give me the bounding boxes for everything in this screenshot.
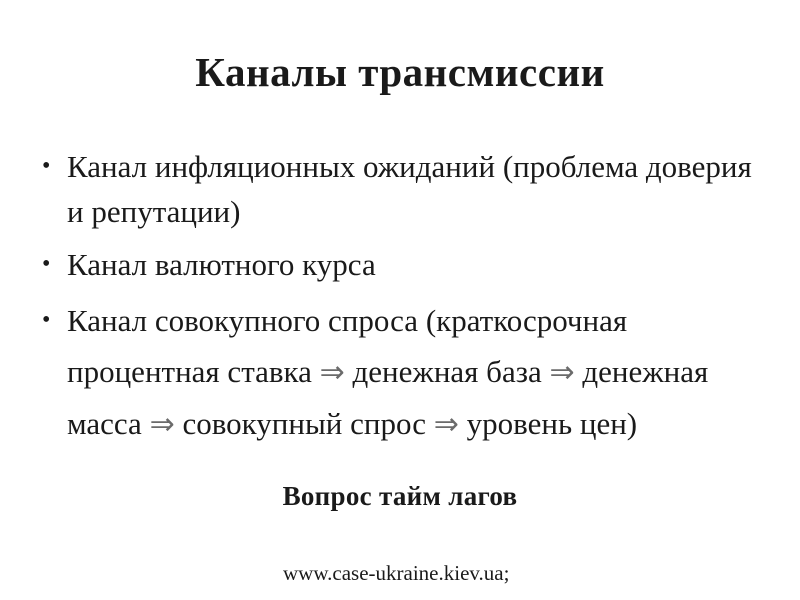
footer-website-link[interactable]: www.case-ukraine.kiev.ua; [283,561,510,585]
bullet-text-part: совокупный спрос [174,406,434,441]
bullet-text-part: уровень цен) [458,406,638,441]
bullet-item-aggregate-demand [40,295,760,450]
implies-arrow-icon: ⇒ [549,355,575,390]
bullet-text-part: Канал совокупного спроса (краткосрочная процентная ставка [67,303,628,389]
bullet-icon: • [42,307,51,333]
bullet-text-part: денежная масса [67,354,709,441]
question-heading: Вопрос тайм лагов [282,481,518,511]
bullet-list [40,144,760,458]
implies-arrow-icon: ⇒ [319,355,345,390]
bullet-item-inflation-expectations [40,144,760,234]
implies-arrow-icon: ⇒ [149,407,175,442]
implies-arrow-icon: ⇒ [433,407,459,442]
slide-title: Каналы трансмиссии [195,49,605,95]
bullet-item-exchange-rate [40,242,760,287]
bullet-icon: • [42,153,51,179]
bullet-icon: • [42,251,51,277]
bullet-text: Канал инфляционных ожиданий (проблема доверия и репутации) [67,149,752,229]
bullet-text-part: денежная база [344,354,550,389]
bullet-text: Канал валютного курса [67,247,376,282]
